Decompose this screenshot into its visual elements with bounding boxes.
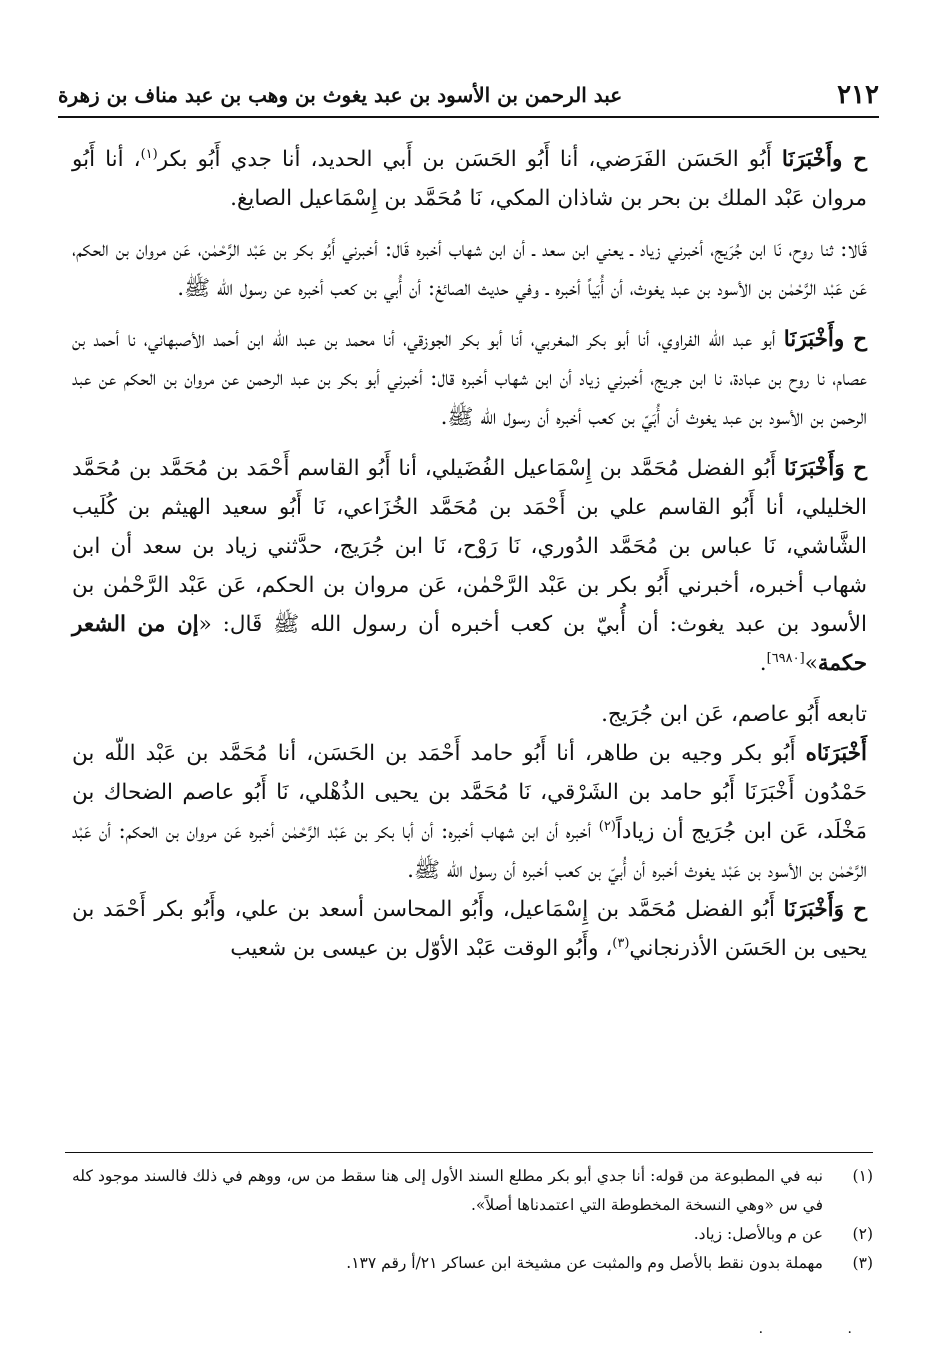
paragraph-lead: ح وَأَخْبَرَنَا: [784, 456, 867, 481]
paragraph-lead: ح وَأَخْبَرَنَا: [783, 897, 868, 922]
page-speckles: · ·: [758, 1325, 892, 1341]
paragraph-text: تابعه أَبُو عاصم، عَن ابن جُرَيج.: [601, 702, 867, 727]
footnote-ref: (٢): [598, 818, 616, 834]
footnote-text: عن م وبالأصل: زياد.: [693, 1225, 823, 1243]
footnote-ref: (٣): [612, 935, 630, 951]
paragraph-text: أَبُو الحَسَن الفَرَضي، أنا أَبُو الحَسَن بن أَبي الحديد، أنا جدي أَبُو بكر: [157, 147, 782, 172]
paragraph-text: ، أنا أَبُو مروان عَبْد الملك بن بحر بن شاذان المكي، نَا مُحَمَّد بن إِسْمَاعيل الصايغ.: [72, 147, 867, 211]
paragraph-text: أخبره أن ابن شهاب أخبره: أن أبا بكر بن عَبْد الرَّحْمٰن أخبره عَن مروان بن الحكم: أن عَبْد الرَّحْمٰن بن الأسود بن عَبْد يغوث أخبره أن أُبيّ بن كعب أخبره أن رسول الله ﷺ.: [72, 819, 867, 883]
paragraph-lead: ح وأَخْبَرَنَا: [783, 327, 867, 352]
paragraph-text: .: [759, 651, 767, 676]
paragraph-lead: ح وأَخْبَرَنَا: [781, 147, 867, 172]
page-header: [58, 74, 879, 118]
footnote-number: (٣): [852, 1254, 873, 1272]
paragraph-text: ، وأَبُو الوقت عَبْد الأوّل بن عيسى بن شعيب: [230, 936, 613, 961]
paragraph-4: [72, 449, 867, 683]
footnote-ref: (١): [140, 146, 158, 162]
paragraph-7: [72, 890, 867, 968]
footnote-divider: [65, 1152, 873, 1153]
paragraph-1: [72, 140, 867, 218]
footnote-text: نبه في المطبوعة من قوله: أنا جدي أبو بكر مطلع السند الأول إلى هنا سقط من س، ووهم في ذلك فالسند موجود كله في س «وهي النسخة المخطوطة التي اعتمدناها أصلاً».: [72, 1167, 823, 1214]
main-text: [72, 140, 867, 968]
paragraph-text: أَبُو الفضل مُحَمَّد بن إِسْمَاعيل، وأَبُو المحاسن أسعد بن علي، وأَبُو بكر أَحْمَد بن يحيى بن الحَسَن الأذرنجاني: [72, 897, 867, 961]
footnote-text: مهملة بدون نقط بالأصل وم والمثبت عن مشيخة ابن عساكر ٢١/أ رقم ١٣٧.: [346, 1254, 823, 1272]
paragraph-3: [72, 320, 867, 437]
paragraph-text: قَالا: ثنا روح، نَا ابن جُرَيج، أخبرني زياد ـ يعني ابن سعد ـ أن ابن شهاب أخبره قَال: أخبرني أَبُو بكر بن عَبْد الرَّحْمٰن، عَن مروان بن الحكم، عَن عَبْد الرَّحْمٰن بن الأسود بن عبد يغوث، أن أُبَياً أخبره ـ وفي حديث الصائغ: أن أُبي بن كعب أخبره عن رسول الله ﷺ.: [72, 237, 867, 301]
paragraph-text: أَبُو الفضل مُحَمَّد بن إِسْمَاعيل الفُضَيلي، أنا أَبُو القاسم أَحْمَد بن مُحَمَّد بن مُحَمَّد الخليلي، أنا أَبُو القاسم علي بن أَحْمَد بن مُحَمَّد الخُزَاعي، نَا أَبُو سعيد الهيثم بن كُلَيب الشَّاشي، نَا عباس بن مُحَمَّد الدُوري، نَا رَوْح، نَا ابن جُرَيج، حدَّثني زياد بن سعد أن ابن شهاب أخبره، أخبرني أَبُو بكر بن عَبْد الرَّحْمٰن، عَن مروان بن الحكم، عَن عَبْد الرَّحْمٰن بن الأسود بن عبد يغوث: أن أُبيّ بن كعب أخبره أن رسول الله ﷺ قَال: «: [72, 456, 867, 637]
paragraph-text: أبو عبد اللّه الفراوي، أنا أبو بكر المغربي، أنا أبو بكر الجوزقي، أنا محمد بن عبد اللّه ابن أحمد الأصبهاني، نا أحمد بن عصام، نا روح بن عبادة، نا ابن جريج، أخبرني زياد أن ابن شهاب أخبره قال: أخبرني أبو بكر بن عبد الرحمن عن مروان بن الحكم عن عبد الرحمن بن الأسود بن عبد يغوث أن أُبَيّ بن كعب أخبره أن رسول اللّه ﷺ.: [72, 327, 867, 430]
footnote: [72, 1162, 873, 1220]
footnotes: [72, 1162, 873, 1278]
running-title: عبد الرحمن بن الأسود بن عبد يغوث بن وهب بن عبد مناف بن زهرة: [58, 83, 623, 107]
footnote: [72, 1249, 873, 1278]
hadith-number: [٦٩٨٠]: [766, 650, 805, 666]
page-number: ٢١٢: [837, 80, 879, 110]
paragraph-6: [72, 734, 867, 890]
footnote: [72, 1220, 873, 1249]
footnote-number: (١): [852, 1167, 873, 1185]
footnote-number: (٢): [852, 1225, 873, 1243]
paragraph-lead: أَخْبَرَنَاه: [805, 741, 867, 766]
paragraph-5: [72, 695, 867, 734]
paragraph-text: »: [804, 651, 818, 676]
paragraph-2: [72, 230, 867, 308]
paragraph-text: أَبُو بكر وجيه بن طاهر، أنا أَبُو حامد أَحْمَد بن الحَسَن، أنا مُحَمَّد بن عَبْد اللّه بن حَمْدُون أَخْبَرَنَا أَبُو حامد بن الشَرْقي، نَا مُحَمَّد بن يحيى الذُهْلي، نَا أَبُو عاصم الضحاك بن مَخْلَد، عَن ابن جُرَيج أن زياداً: [72, 741, 868, 844]
hadith-quote: إن من الشعر حكمة: [72, 612, 867, 676]
